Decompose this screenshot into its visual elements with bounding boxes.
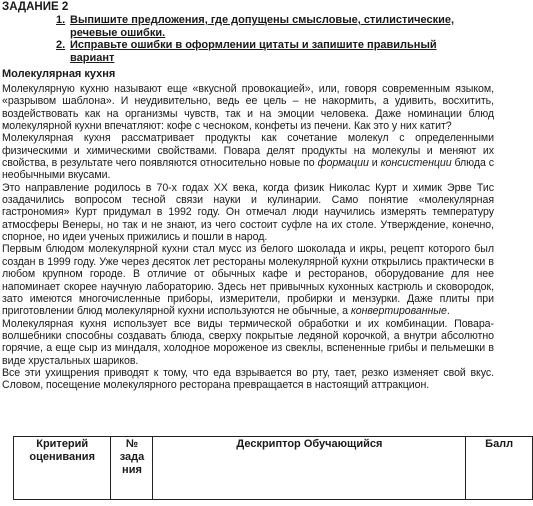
task-text: Выпишите предложения, где допущены смысловые, стилистические, речевые ошибки. — [70, 14, 455, 39]
paragraph-4-text-a: Первым блюдом молекулярной кухни стал мусс из белого шоколада и икры, рецепт которого был создан в 1999 году. Уже через десяток лет рестораны молекулярной кухни открылись практически в любом крупном городе. В отличие от обычных кафе и ресторанов, оборудование для нее напоминает скорее научную лабораторию. Здесь нет привычных кухонных кастрюль и сковородок, зато имеются многочисленные приборы, измерители, пробирки и мензурки. Даже плиты при приготовлении блюд молекулярной кухни используются не обычные, а — [2, 243, 494, 318]
article-title: Молекулярная кухня — [2, 68, 116, 80]
paragraph-5: Молекулярная кухня использует все виды термической обработки и их комбинации. Повара-волшебники способны создавать блюда, сверху покрытые ледяной корочкой, а внутри абсолютно горячие, а еще сыр из миндаля, холодное мороженое из свеклы, вспененные грибы и пельмешки в виде хрустальных шариков. — [2, 317, 494, 367]
task-title: ЗАДАНИЕ 2 — [2, 1, 69, 13]
paragraph-4-italic: конвертированные — [350, 305, 447, 318]
paragraph-6: Все эти ухищрения приводят к тому, что еда взрывается во рту, тает, резко изменяет свой вкус. Словом, посещение молекулярного ресторана превращается в настоящий аттракцион. — [2, 366, 494, 392]
paragraph-2 — [2, 132, 494, 181]
rubric-header-row — [14, 437, 533, 500]
header-task-number: № зада ния — [111, 437, 153, 500]
rubric-table-wrap — [13, 436, 514, 506]
paragraph-2-text-a: Молекулярная кухня рассматривает продукты как сочетание молекул с определенными физическими и химическими свойствами. Повара делят продукты на молекулы и меняют их свойства, в результате чего появляются относительно новые по — [2, 132, 494, 170]
paragraph-4 — [2, 243, 494, 317]
paragraph-2-italic-2: консистенции — [380, 157, 452, 170]
task-list — [56, 14, 476, 64]
header-score: Балл — [466, 437, 533, 500]
paragraph-2-italic-1: формации — [317, 157, 369, 170]
paragraph-1: Молекулярную кухню называют еще «вкусной провокацией», или, говоря современным языком, «разрывом шаблона». И неудивительно, ведь ее цель – не накормить, а удивить, восхитить, воздействовать как на организмы чувств, так и на эмоции человека. Даже номинации блюд молекулярной кухни впечатляют: кофе с чесноком, конфеты из печени. Как это у них катит? — [2, 83, 494, 133]
article-body — [2, 83, 494, 392]
paragraph-3: Это направление родилось в 70-х годах XX века, когда физик Николас Курт и химик Эрве Тис озадачились вопросом тесной связи науки и кулинарии. Само понятие «молекулярная гастрономия» Курт придумал в 1992 году. Он отмечал люди научились измерять температуру атмосферы Венеры, но так и не знают, из чего состоит суфле на их столе. Утверждение, конечно, спорное, но идеи ученых прижились и пошли в народ. — [2, 181, 494, 244]
rubric-table — [13, 436, 533, 500]
paragraph-2-text-c: блюда с необычными вкусами. — [2, 157, 495, 182]
paragraph-2-text-b: и — [368, 157, 381, 170]
header-criterion: Критерий оценивания — [14, 437, 111, 500]
task-item — [56, 39, 476, 64]
task-item — [56, 14, 476, 39]
header-descriptor: Дескриптор Обучающийся — [153, 437, 466, 500]
task-number: 1. — [56, 14, 66, 26]
task-text: Исправьте ошибки в оформлении цитаты и запишите правильный вариант — [70, 39, 437, 64]
paragraph-4-text-b: . — [446, 305, 450, 318]
task-number: 2. — [56, 39, 66, 52]
